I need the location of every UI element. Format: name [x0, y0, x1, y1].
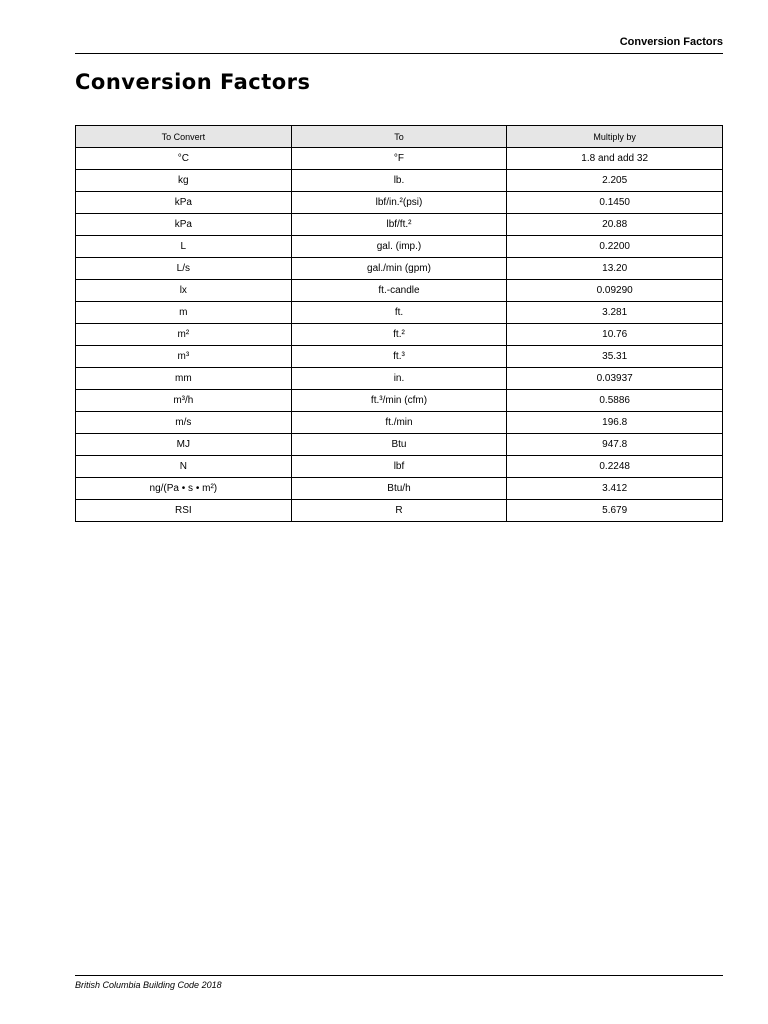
- cell-from: ng/(Pa • s • m²): [76, 478, 292, 500]
- table-row: [76, 280, 723, 302]
- cell-factor: 947.8: [507, 434, 723, 456]
- column-header-to-convert: To Convert: [76, 126, 292, 148]
- cell-factor: 5.679: [507, 500, 723, 522]
- table-body: [76, 148, 723, 522]
- cell-to: ft.: [291, 302, 507, 324]
- table-row: [76, 368, 723, 390]
- table-row: [76, 412, 723, 434]
- cell-from: m²: [76, 324, 292, 346]
- cell-factor: 0.5886: [507, 390, 723, 412]
- cell-factor: 10.76: [507, 324, 723, 346]
- table-header-row: [76, 126, 723, 148]
- cell-from: kPa: [76, 214, 292, 236]
- table-row: [76, 192, 723, 214]
- cell-to: lbf: [291, 456, 507, 478]
- cell-from: L/s: [76, 258, 292, 280]
- cell-factor: 13.20: [507, 258, 723, 280]
- cell-from: N: [76, 456, 292, 478]
- cell-factor: 0.1450: [507, 192, 723, 214]
- table-row: [76, 170, 723, 192]
- table-row: [76, 500, 723, 522]
- table-row: [76, 214, 723, 236]
- cell-to: lbf/ft.²: [291, 214, 507, 236]
- cell-factor: 196.8: [507, 412, 723, 434]
- cell-factor: 1.8 and add 32: [507, 148, 723, 170]
- cell-to: Btu/h: [291, 478, 507, 500]
- cell-from: kPa: [76, 192, 292, 214]
- cell-factor: 3.281: [507, 302, 723, 324]
- cell-from: RSI: [76, 500, 292, 522]
- page-title: Conversion Factors: [75, 70, 311, 94]
- cell-factor: 35.31: [507, 346, 723, 368]
- cell-from: m³: [76, 346, 292, 368]
- cell-to: gal. (imp.): [291, 236, 507, 258]
- cell-to: ft.³/min (cfm): [291, 390, 507, 412]
- cell-from: L: [76, 236, 292, 258]
- cell-from: lx: [76, 280, 292, 302]
- cell-to: lbf/in.²(psi): [291, 192, 507, 214]
- cell-to: ft.³: [291, 346, 507, 368]
- table-row: [76, 390, 723, 412]
- table-row: [76, 148, 723, 170]
- table-row: [76, 456, 723, 478]
- cell-to: ft.-candle: [291, 280, 507, 302]
- cell-to: Btu: [291, 434, 507, 456]
- cell-factor: 20.88: [507, 214, 723, 236]
- cell-factor: 0.09290: [507, 280, 723, 302]
- cell-from: kg: [76, 170, 292, 192]
- page-footer: British Columbia Building Code 2018: [75, 975, 723, 990]
- cell-factor: 0.2200: [507, 236, 723, 258]
- table-row: [76, 324, 723, 346]
- cell-factor: 0.2248: [507, 456, 723, 478]
- cell-to: gal./min (gpm): [291, 258, 507, 280]
- cell-to: ft./min: [291, 412, 507, 434]
- column-header-to: To: [291, 126, 507, 148]
- cell-from: m³/h: [76, 390, 292, 412]
- cell-from: m/s: [76, 412, 292, 434]
- cell-factor: 3.412: [507, 478, 723, 500]
- table-row: [76, 478, 723, 500]
- cell-to: lb.: [291, 170, 507, 192]
- column-header-multiply-by: Multiply by: [507, 126, 723, 148]
- table-row: [76, 258, 723, 280]
- conversion-table: [75, 125, 723, 522]
- cell-from: m: [76, 302, 292, 324]
- cell-from: mm: [76, 368, 292, 390]
- table-row: [76, 346, 723, 368]
- cell-to: in.: [291, 368, 507, 390]
- cell-to: ft.²: [291, 324, 507, 346]
- cell-from: °C: [76, 148, 292, 170]
- cell-factor: 2.205: [507, 170, 723, 192]
- cell-to: °F: [291, 148, 507, 170]
- cell-factor: 0.03937: [507, 368, 723, 390]
- cell-to: R: [291, 500, 507, 522]
- cell-from: MJ: [76, 434, 292, 456]
- table-row: [76, 236, 723, 258]
- table-row: [76, 302, 723, 324]
- table-row: [76, 434, 723, 456]
- running-header: Conversion Factors: [75, 36, 723, 54]
